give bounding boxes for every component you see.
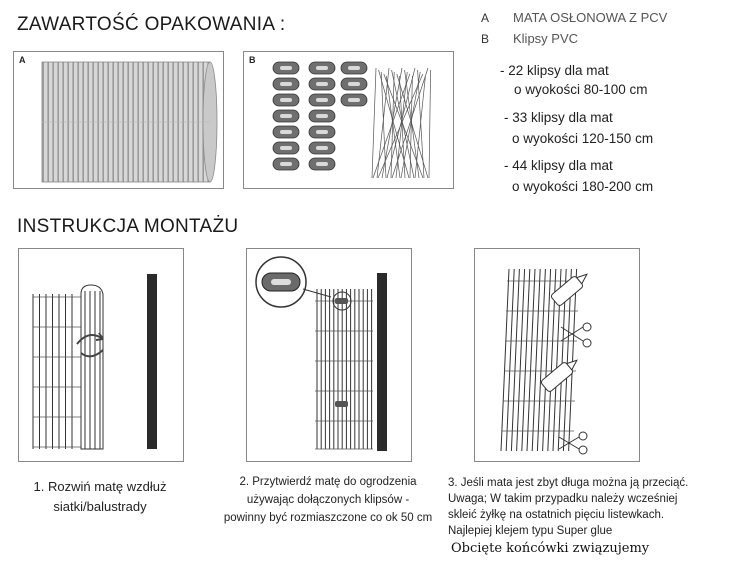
wire-ties-icon: [372, 68, 431, 178]
step2-caption: [203, 474, 453, 526]
legend-row-b: [481, 31, 578, 46]
clip-icon: [309, 110, 335, 122]
legend-letter-b: B: [481, 32, 490, 46]
package-title: ZAWARTOŚĆ OPAKOWANIA :: [17, 14, 286, 35]
clips-info-2-line1: - 33 klipsy dla mat: [504, 110, 613, 125]
clip-icon: [273, 78, 299, 90]
unroll-mat-illustration: [19, 249, 183, 461]
clips-info-2-line2: o wyokości 120-150 cm: [512, 131, 654, 146]
clip-icon: [273, 126, 299, 138]
clip-icon: [273, 62, 299, 74]
clips-info-1: [500, 62, 648, 98]
step2-image-box: [246, 248, 412, 462]
step3-line4: Najlepiej klejem typu Super glue: [448, 525, 613, 537]
clip-icon: [273, 142, 299, 154]
clips-info-3-line2: o wyokości 180-200 cm: [512, 179, 654, 194]
clip-icon: [309, 62, 335, 74]
clip-icon: [309, 158, 335, 170]
clip-icon: [309, 126, 335, 138]
step3-line2: Uwaga; W takim przypadku należy wcześniej: [448, 493, 678, 505]
clip-icon: [273, 158, 299, 170]
clips-info-2: [504, 109, 653, 147]
step1-image-box: [18, 248, 184, 462]
clips-info-3: [504, 157, 653, 195]
legend-letter-a: A: [481, 11, 490, 25]
step2-line3: powinny być rozmiaszczone co ok 50 cm: [223, 512, 433, 524]
step3-line1: 3. Jeśli mata jest zbyt długa można ją przeciąć.: [448, 477, 689, 489]
legend-row-a: [481, 10, 667, 25]
clips-info-3-line1: - 44 klipsy dla mat: [504, 158, 613, 173]
legend-text-b: Klipsy PVC: [513, 31, 579, 46]
step2-line1: 2. Przytwierdź matę do ogrodzenia: [239, 476, 417, 488]
attach-clips-illustration: [247, 249, 411, 461]
clip-icon: [309, 142, 335, 154]
rolled-mat-illustration: [14, 52, 223, 188]
step3-note: Obcięte końcówki związujemy: [451, 541, 650, 556]
box-b-letter: B: [249, 55, 256, 65]
clip-icon: [341, 94, 367, 106]
clips-image-box: [243, 51, 454, 189]
legend-text-a: MATA OSŁONOWA Z PCV: [513, 10, 668, 25]
cut-and-glue-illustration: [475, 249, 639, 461]
step3-line3: skleić żyłkę na ostatnich pięciu listewkach.: [448, 509, 665, 521]
step1-caption: [18, 478, 182, 516]
step3-image-box: [474, 248, 640, 462]
mat-image-box: [13, 51, 224, 189]
clip-icon: [273, 94, 299, 106]
clip-icon: [273, 110, 299, 122]
step3-caption: [448, 475, 688, 539]
clip-icon: [309, 94, 335, 106]
step1-line2: siatki/balustrady: [53, 499, 147, 514]
clips-info-1-line2: o wyokości 80-100 cm: [514, 82, 648, 97]
instructions-title: INSTRUKCJA MONTAŻU: [17, 216, 239, 237]
clip-icon: [341, 78, 367, 90]
clips-info-1-line1: - 22 klipsy dla mat: [500, 63, 609, 78]
clips-and-wires-illustration: [244, 52, 453, 188]
clip-icon: [309, 78, 335, 90]
step1-line1: 1. Rozwiń matę wzdłuż: [33, 479, 167, 494]
box-a-letter: A: [19, 55, 26, 65]
step2-line2: używając dołączonych klipsów -: [246, 494, 410, 506]
clip-icon: [341, 62, 367, 74]
